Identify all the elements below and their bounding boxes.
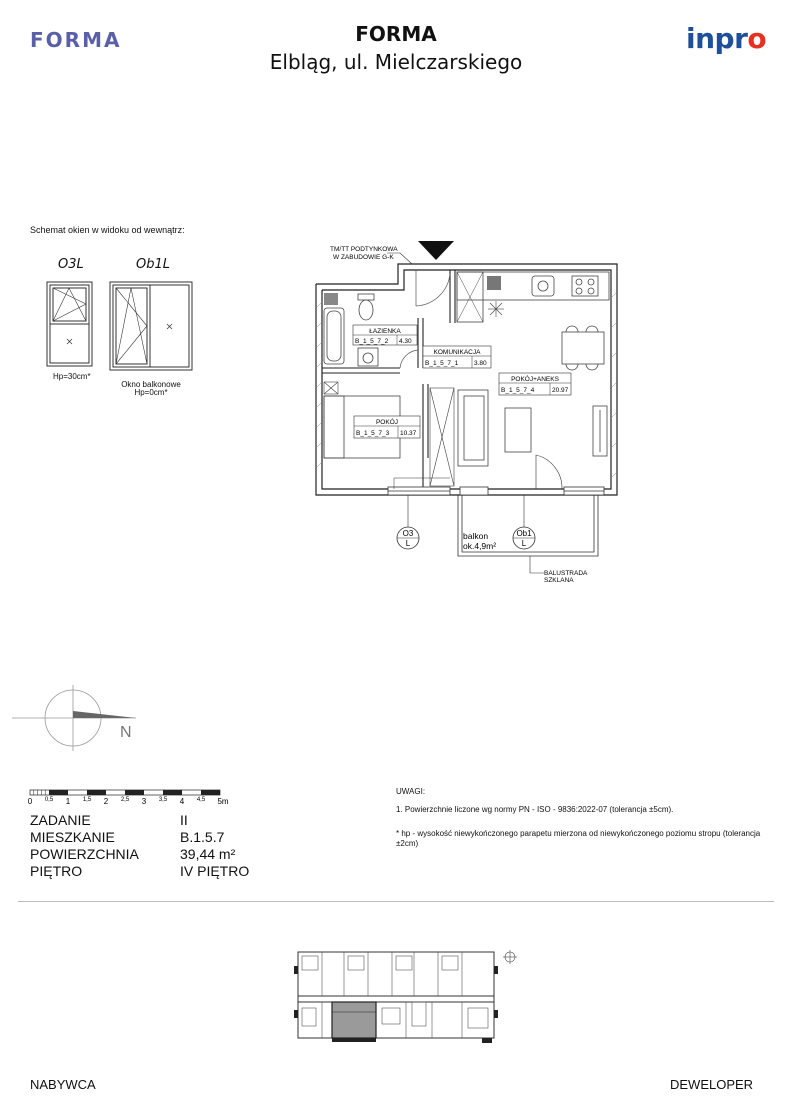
notes	[396, 787, 766, 857]
window-tag-o3	[397, 495, 419, 549]
window-ob1l-note-line1: Okno balkonowe	[121, 380, 181, 389]
boiler-icon	[324, 293, 338, 305]
room-name: POKÓJ	[375, 419, 399, 426]
room-area: 10.37	[400, 430, 417, 437]
window-ob1l-label: Ob1L	[136, 257, 170, 272]
window-ob1l-note-line2: Hp=0cm*	[134, 388, 168, 397]
info-value: 39,44 m²	[180, 846, 236, 862]
scale-label-small: 2,5	[120, 797, 130, 803]
floor-plan	[300, 238, 630, 583]
tv-cabinet-icon	[593, 406, 607, 456]
key-plan	[292, 946, 524, 1046]
toilet-icon	[358, 294, 374, 320]
scale-label-small: 3,5	[158, 797, 168, 803]
room-area: 3.80	[474, 360, 487, 367]
room-label-lazienka	[353, 325, 417, 345]
room-label-pokoj-aneks	[499, 373, 571, 395]
kitchen-counter	[457, 272, 609, 322]
inpro-logo-end: o	[747, 22, 767, 55]
scale-label: 1	[65, 797, 71, 806]
scale-label: 4	[179, 797, 185, 806]
window-tag-bottom: L	[521, 539, 527, 548]
info-value: IV PIĘTRO	[180, 863, 250, 879]
room-name: POKÓJ+ANEKS	[511, 376, 559, 383]
room-area: 20.97	[552, 387, 569, 394]
apartment-info	[30, 812, 249, 880]
page-subtitle: Elbląg, ul. Mielczarskiego	[269, 50, 523, 74]
info-value: B.1.5.7	[180, 829, 225, 845]
info-key: ZADANIE	[30, 812, 91, 828]
forma-logo: FORMA	[30, 28, 122, 52]
info-key: POWIERZCHNIA	[30, 846, 139, 862]
north-label: N	[120, 724, 132, 741]
north-arrow-icon	[73, 711, 136, 718]
scale-bar	[26, 787, 241, 809]
window-o3l-note: Hp=30cm*	[53, 372, 91, 381]
cooktop-icon	[572, 276, 598, 296]
page-title: FORMA	[355, 22, 437, 46]
window-o3l-drawing	[47, 282, 92, 366]
info-value: II	[180, 812, 188, 828]
inpro-logo-main: inpr	[686, 22, 748, 55]
key-plan-highlight	[332, 1002, 376, 1038]
windows-heading: Schemat okien w widoku od wewnątrz:	[30, 225, 185, 235]
entrance-arrow-icon	[418, 241, 454, 260]
fridge-icon	[487, 276, 501, 290]
notes-item-2: * hp - wysokość niewykończonego parapetu mierzona od niewykończonego poziomu stropu (tolerancja ±2cm)	[396, 829, 761, 848]
wardrobe-icon	[430, 388, 454, 486]
notes-item-1: 1. Powierzchnie liczone wg normy PN - ISO - 9836:2022-07 (tolerancja ±5cm).	[396, 805, 674, 814]
coffee-table-icon	[505, 408, 531, 452]
interior-walls	[322, 270, 455, 489]
room-code: B_1_5_7_2	[355, 338, 389, 345]
scale-label-small: 0,5	[44, 797, 54, 803]
north-compass	[10, 685, 150, 755]
sink-icon	[532, 276, 554, 296]
developer-label: DEWELOPER	[670, 1077, 754, 1092]
room-label-komunikacja	[423, 346, 491, 368]
info-key: MIESZKANIE	[30, 829, 115, 845]
buyer-label: NABYWCA	[30, 1077, 96, 1092]
entrance-note-line2: W ZABUDOWIE G-K	[333, 254, 394, 261]
bathtub-icon	[324, 308, 344, 364]
window-tag-top: Ob1	[516, 529, 532, 538]
window-tag-bottom: L	[405, 539, 411, 548]
entry-door	[416, 270, 450, 306]
scale-label: 5m	[217, 797, 229, 806]
divider	[18, 901, 774, 902]
balcony-label-line2: ok.4,9m²	[463, 541, 497, 551]
washbasin-icon	[358, 348, 378, 366]
info-row	[30, 863, 249, 880]
key-plan-compass-icon	[503, 950, 517, 964]
sofa-icon	[458, 390, 488, 466]
room-area: 4.30	[399, 338, 412, 345]
balcony-label-line1: balkon	[463, 531, 489, 541]
dining-table-icon	[562, 326, 604, 370]
scale-label: 3	[141, 797, 147, 806]
window-o3l-label: O3L	[58, 257, 84, 272]
wall-hatch	[316, 292, 617, 478]
room-label-pokoj	[354, 416, 420, 438]
balustrade-label-line2: SZKLANA	[544, 577, 574, 583]
room-code: B_1_5_7_3	[356, 430, 390, 437]
window-tag-top: O3	[402, 529, 414, 538]
window-ob1l-drawing	[110, 282, 192, 370]
window-tag-ob1	[513, 495, 535, 549]
room-code: B_1_5_7_1	[425, 360, 459, 367]
info-row	[30, 829, 249, 846]
room-name: ŁAZIENKA	[369, 328, 401, 335]
info-key: PIĘTRO	[30, 863, 83, 879]
scale-label: 0	[27, 797, 33, 806]
nightstand-icon	[324, 382, 338, 394]
info-row	[30, 812, 249, 829]
balustrade-label-line1: BALUSTRADA	[544, 570, 588, 577]
notes-heading: UWAGI:	[396, 787, 426, 796]
bathroom-door	[400, 350, 418, 368]
scale-label-small: 1,5	[82, 797, 92, 803]
window-ob1l-note	[115, 381, 187, 397]
scale-label: 2	[103, 797, 109, 806]
info-row	[30, 846, 249, 863]
vent-icon	[488, 301, 504, 317]
entrance-note-line1: TM/TT PODTYNKOWA	[330, 246, 398, 253]
room-name: KOMUNIKACJA	[433, 349, 481, 356]
scale-label-small: 4,5	[196, 797, 206, 803]
room-code: B_1_5_7_4	[501, 387, 535, 394]
window-schematics	[40, 278, 200, 373]
